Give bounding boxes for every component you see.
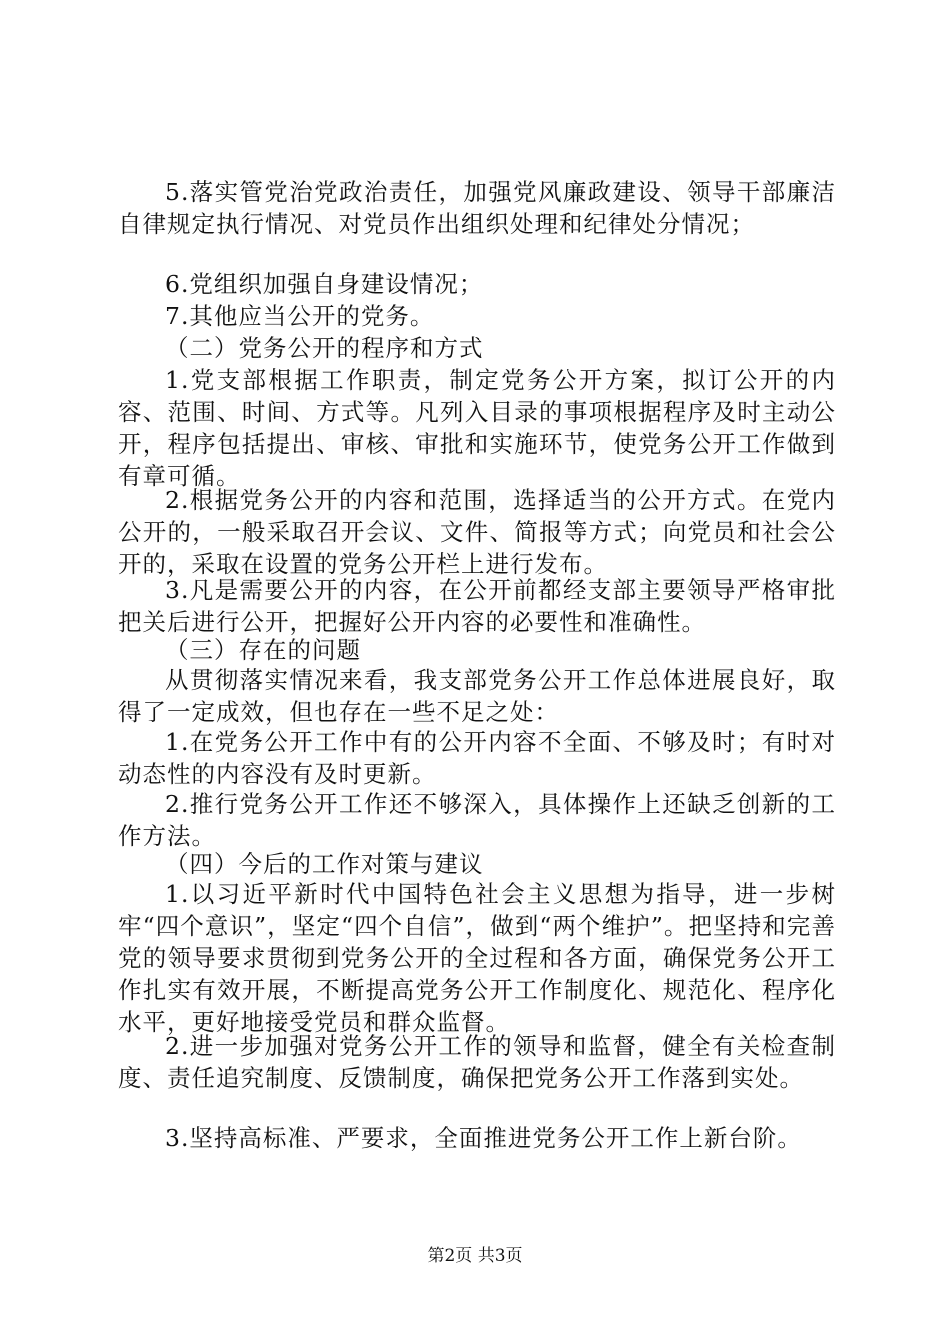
paragraph-procedure-2: 2.根据党务公开的内容和范围，选择适当的公开方式。在党内公开的，一般采取召开会议、文件、简报等方式；向党员和社会公开的，采取在设置的党务公开栏上进行发布。	[118, 486, 836, 578]
section-heading-3: （三）存在的问题	[165, 636, 361, 664]
section-heading-4: （四）今后的工作对策与建议	[165, 850, 484, 878]
section-heading-2: （二）党务公开的程序和方式	[165, 334, 484, 362]
paragraph-suggestion-1: 1.以习近平新时代中国特色社会主义思想为指导，进一步树牢“四个意识”，坚定“四个自信”，做到“两个维护”。把坚持和完善党的领导要求贯彻到党务公开的全过程和各方面，确保党务公开工作扎实有效开展，不断提高党务公开工作制度化、规范化、程序化水平，更好地接受党员和群众监督。	[118, 880, 836, 1036]
paragraph-problem-1: 1.在党务公开工作中有的公开内容不全面、不够及时；有时对动态性的内容没有及时更新。	[118, 728, 836, 788]
paragraph-item-7: 7.其他应当公开的党务。	[165, 302, 435, 330]
paragraph-problems-intro: 从贯彻落实情况来看，我支部党务公开工作总体进展良好，取得了一定成效，但也存在一些不足之处：	[118, 666, 836, 726]
page-number-footer: 第2页 共3页	[427, 1246, 523, 1266]
paragraph-suggestion-3: 3.坚持高标准、严要求，全面推进党务公开工作上新台阶。	[165, 1124, 802, 1152]
paragraph-suggestion-2: 2.进一步加强对党务公开工作的领导和监督，健全有关检查制度、责任追究制度、反馈制度，确保把党务公开工作落到实处。	[118, 1032, 836, 1092]
paragraph-item-5: 5.落实管党治党政治责任，加强党风廉政建设、领导干部廉洁自律规定执行情况、对党员作出组织处理和纪律处分情况；	[118, 178, 836, 238]
paragraph-problem-2: 2.推行党务公开工作还不够深入，具体操作上还缺乏创新的工作方法。	[118, 790, 836, 850]
paragraph-procedure-3: 3.凡是需要公开的内容，在公开前都经支部主要领导严格审批把关后进行公开，把握好公开内容的必要性和准确性。	[118, 576, 836, 636]
paragraph-procedure-1: 1.党支部根据工作职责，制定党务公开方案，拟订公开的内容、范围、时间、方式等。凡列入目录的事项根据程序及时主动公开，程序包括提出、审核、审批和实施环节，使党务公开工作做到有章可循。	[118, 366, 836, 490]
paragraph-item-6: 6.党组织加强自身建设情况；	[165, 270, 484, 298]
